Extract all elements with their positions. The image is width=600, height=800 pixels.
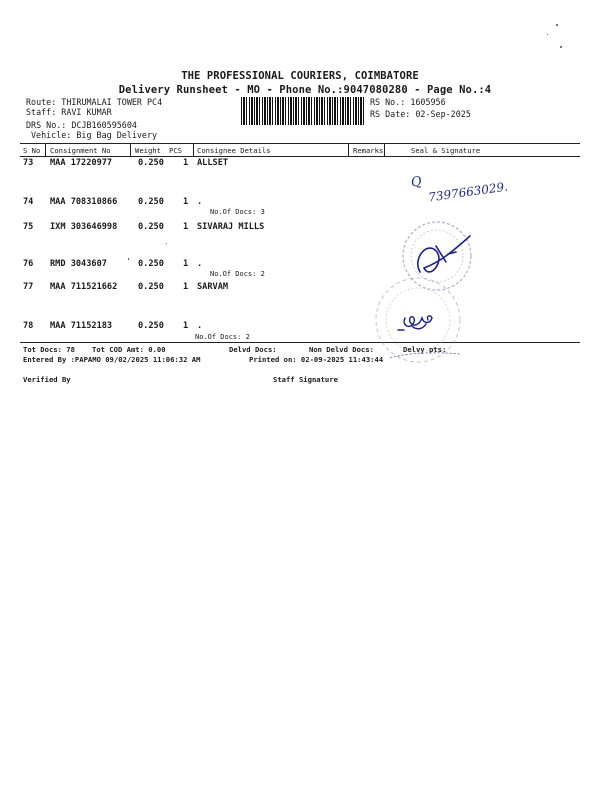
col-divider bbox=[130, 144, 131, 156]
scan-speck bbox=[166, 243, 167, 244]
row-consignment: RMD 3043607 bbox=[50, 259, 107, 269]
scan-speck bbox=[547, 34, 548, 35]
col-divider bbox=[193, 144, 194, 156]
rs-number: RS No.: 1605956 bbox=[370, 97, 446, 107]
non-delivered-docs: Non Delvd Docs: bbox=[309, 345, 374, 354]
col-divider bbox=[45, 144, 46, 156]
row-pcs: 1 bbox=[183, 259, 189, 269]
delivered-docs: Delvd Docs: bbox=[229, 345, 277, 354]
row-sno: 77 bbox=[23, 282, 34, 292]
scan-speck bbox=[128, 258, 129, 260]
table-bottom-rule bbox=[20, 342, 580, 343]
row-consignee: ALLSET bbox=[197, 158, 229, 168]
handwritten-phone: 7397663029. bbox=[427, 179, 509, 205]
row-consignee: . bbox=[197, 321, 203, 331]
row-pcs: 1 bbox=[183, 158, 189, 168]
stamp-upper bbox=[403, 222, 471, 290]
signature-upper bbox=[418, 236, 470, 272]
row-pcs: 1 bbox=[183, 321, 189, 331]
col-weight: Weight bbox=[135, 146, 161, 155]
row-consignee: SARVAM bbox=[197, 282, 229, 292]
staff-label: Staff: RAVI KUMAR bbox=[26, 107, 112, 117]
row-weight: 0.250 bbox=[138, 282, 164, 292]
col-seal: Seal & Signature bbox=[411, 146, 481, 155]
scan-speck bbox=[560, 46, 562, 48]
route-label: Route: THIRUMALAI TOWER PC4 bbox=[26, 97, 163, 107]
rs-date: RS Date: 02-Sep-2025 bbox=[370, 109, 471, 119]
col-divider bbox=[348, 144, 349, 156]
row-consignment: MAA 708310866 bbox=[50, 197, 118, 207]
handwritten-mark: Q bbox=[409, 174, 423, 191]
total-docs: Tot Docs: 78 bbox=[23, 345, 75, 354]
row-sno: 73 bbox=[23, 158, 34, 168]
col-remarks: Remarks bbox=[353, 146, 384, 155]
staff-signature-label: Staff Signature bbox=[273, 375, 338, 384]
total-cod: Tot COD Amt: 0.00 bbox=[92, 345, 166, 354]
row-docs: No.Of Docs: 2 bbox=[195, 333, 250, 341]
col-consignee: Consignee Details bbox=[197, 146, 271, 155]
printed-on: Printed on: 02-09-2025 11:43:44 bbox=[249, 355, 384, 364]
table-top-rule bbox=[20, 143, 580, 144]
row-weight: 0.250 bbox=[138, 197, 164, 207]
delivery-points: Delvy pts: bbox=[403, 345, 447, 354]
row-weight: 0.250 bbox=[138, 259, 164, 269]
verified-by: Verified By bbox=[23, 375, 71, 384]
col-sno: S No bbox=[23, 146, 41, 155]
row-docs: No.Of Docs: 2 bbox=[210, 270, 265, 278]
row-docs: No.Of Docs: 3 bbox=[210, 208, 265, 216]
row-consignment: MAA 711521662 bbox=[50, 282, 118, 292]
row-weight: 0.250 bbox=[138, 158, 164, 168]
col-consignment: Consignment No bbox=[50, 146, 111, 155]
row-consignee: . bbox=[197, 197, 203, 207]
row-weight: 0.250 bbox=[138, 321, 164, 331]
company-title: THE PROFESSIONAL COURIERS, COIMBATORE bbox=[181, 70, 419, 82]
runsheet-subtitle: Delivery Runsheet - MO - Phone No.:9047080280 - Page No.:4 bbox=[118, 84, 492, 96]
barcode bbox=[241, 97, 365, 125]
row-consignee: SIVARAJ MILLS bbox=[197, 222, 265, 232]
row-consignment: MAA 71152183 bbox=[50, 321, 113, 331]
table-header-rule bbox=[20, 156, 580, 157]
row-pcs: 1 bbox=[183, 282, 189, 292]
signature-lower bbox=[398, 316, 432, 330]
vehicle-label: Vehicle: Big Bag Delivery bbox=[31, 130, 158, 140]
row-consignment: IXM 303646998 bbox=[50, 222, 118, 232]
row-pcs: 1 bbox=[183, 222, 189, 232]
row-pcs: 1 bbox=[183, 197, 189, 207]
row-consignee: . bbox=[197, 259, 203, 269]
col-pcs: PCS bbox=[169, 146, 182, 155]
scan-speck bbox=[556, 24, 558, 26]
row-sno: 78 bbox=[23, 321, 34, 331]
row-sno: 74 bbox=[23, 197, 34, 207]
row-sno: 76 bbox=[23, 259, 34, 269]
row-sno: 75 bbox=[23, 222, 34, 232]
drs-number: DRS No.: DCJB160595604 bbox=[26, 120, 137, 130]
row-weight: 0.250 bbox=[138, 222, 164, 232]
row-consignment: MAA 17220977 bbox=[50, 158, 113, 168]
entered-by: Entered By :PAPAMO 09/02/2025 11:06:32 AM bbox=[23, 355, 201, 364]
col-divider bbox=[384, 144, 385, 156]
